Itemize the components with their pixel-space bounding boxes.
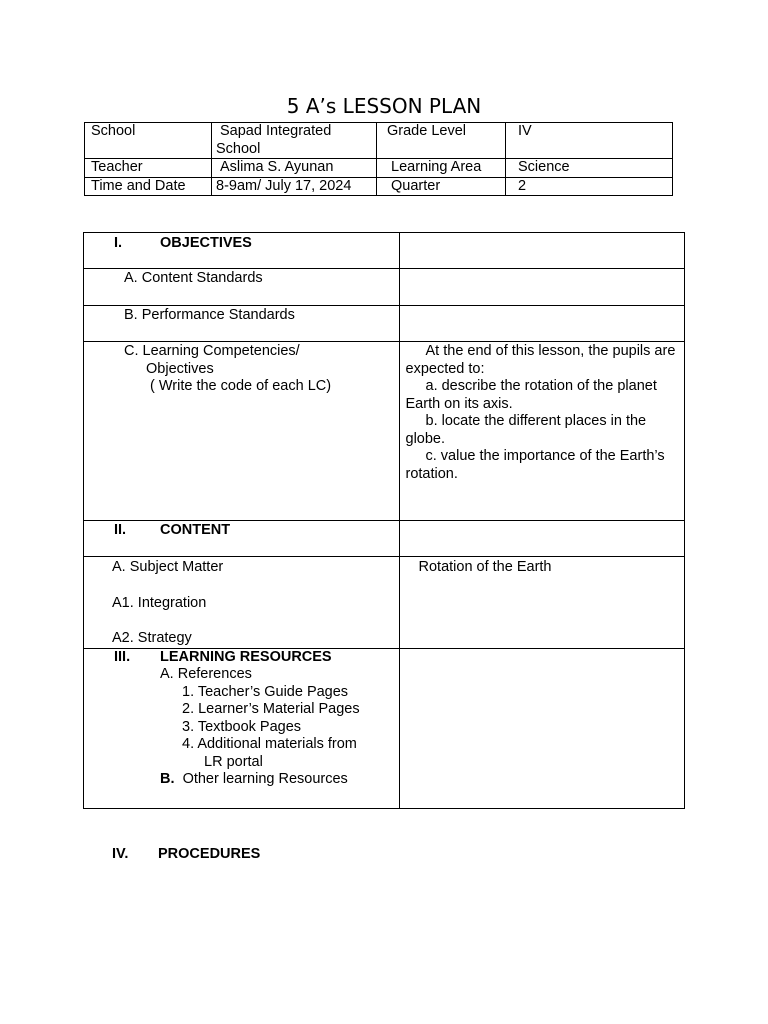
other-resources: B. Other learning Resources — [160, 771, 348, 787]
grade-value: IV — [506, 123, 673, 159]
page-title: 5 A’s LESSON PLAN — [286, 94, 482, 118]
performance-standards: B. Performance Standards — [84, 306, 400, 342]
area-label: Learning Area — [377, 159, 506, 178]
resource-item: 2. Learner’s Material Pages — [182, 701, 360, 717]
time-label: Time and Date — [85, 177, 212, 196]
school-value: Sapad Integrated School — [216, 123, 332, 157]
resource-item: 3. Textbook Pages — [182, 718, 302, 735]
area-value: Science — [506, 159, 673, 178]
quarter-label: Quarter — [377, 177, 506, 196]
teacher-label: Teacher — [85, 159, 212, 178]
objectives-heading: I. OBJECTIVES — [84, 233, 400, 269]
time-value: 8-9am/ July 17, 2024 — [212, 177, 377, 196]
school-label: School — [85, 123, 212, 159]
teacher-value: Aslima S. Ayunan — [212, 159, 377, 178]
content-heading: II. CONTENT — [84, 521, 400, 557]
subject-value: Rotation of the Earth — [399, 557, 685, 649]
lesson-table — [83, 232, 685, 809]
resource-item: 4. Additional materials from — [182, 736, 357, 752]
learning-resources: III. LEARNING RESOURCES A. References 1. Teacher’s Guide Pages 2. Learner’s Material Pages 3. Textbook Pages 4. Additional materials from LR portal B. Other learning Resources — [84, 648, 400, 808]
content-standards: A. Content Standards — [84, 269, 400, 306]
resource-item: 1. Teacher’s Guide Pages — [182, 683, 349, 700]
procedures-heading: IV. PROCEDURES — [112, 846, 261, 862]
quarter-value: 2 — [506, 177, 673, 196]
learning-competencies: C. Learning Competencies/ Objectives ( Write the code of each LC) — [84, 342, 400, 521]
grade-label: Grade Level — [377, 123, 506, 159]
subject-matter: A. Subject Matter A1. Integration A2. Strategy — [84, 557, 400, 649]
info-table — [84, 122, 673, 196]
objectives-text: At the end of this lesson, the pupils are expected to: a. describe the rotation of the planet Earth on its axis. b. locate the different places in the globe. c. value the importance of the Earth’s rotation. — [399, 342, 685, 521]
